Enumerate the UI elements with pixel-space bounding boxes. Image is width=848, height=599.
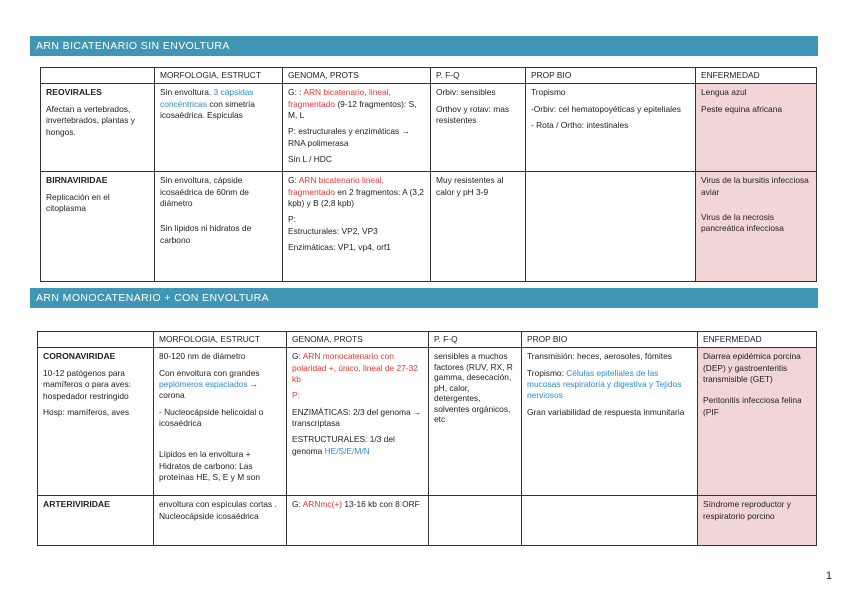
section-banner-bicatenario: ARN BICATENARIO SIN ENVOLTURA bbox=[30, 36, 818, 56]
table-row-arteriviridae: ARTERIVIRIDAE envoltura con espículas cortas . Nucleocápside icosaédrica G: ARNmc(+) 13-16 kb con 8 ORF Síndrome reproductor y respiratorio porcino bbox=[38, 496, 817, 546]
col-header-morfologia: MORFOLOGIA, ESTRUCT bbox=[155, 68, 283, 84]
family-name: CORONAVIRIDAE bbox=[43, 351, 116, 362]
section-banner-monocatenario: ARN MONOCATENARIO + CON ENVOLTURA bbox=[30, 288, 818, 308]
family-name: REOVIRALES bbox=[46, 87, 102, 98]
col-header-prop-bio: PROP BIO bbox=[526, 68, 696, 84]
col-header-enfermedad: ENFERMEDAD bbox=[698, 332, 817, 348]
col-header-enfermedad: ENFERMEDAD bbox=[696, 68, 817, 84]
table-bicatenario bbox=[40, 67, 817, 282]
table-row-coronaviridae: CORONAVIRIDAE 10-12 patógenos para mamíferos o para aves: hospedador restringido Hosp: mamíferos, aves 80-120 nm de diámetro Con envoltura con grandes peplómeros espaciados → corona - Nucleocápside helicoidal o icosaédrica Lípidos en la envoltura + Hidratos de carbono: Las proteínas HE, S, E y M son G: ARN monocatenario con polaridad +, único, lineal de 27-32 kb P: ENZIMÁTICAS: 2/3 del genoma → transcriptasa ESTRUCTURALES: 1/3 del genoma HE/S/E/M/N sensibles a muchos factores (RUV, RX, R gamma, desecación, pH, calor, detergentes, solventes orgánicos, etc Transmisión: heces, aerosoles, fómites Tropismo: Células epiteliales de las mucosas respiratoria y digestiva y Tejidos nerviosos Gran variabilidad de respuesta inmunitaria Diarrea epidémica porcina (DEP) y gastroenteritis transmisible (GET) Peritonitis infecciosa felina (PIF bbox=[38, 348, 817, 496]
col-header-genoma: GENOMA, PROTS bbox=[283, 68, 431, 84]
family-name: BIRNAVIRIDAE bbox=[46, 175, 108, 186]
col-header-genoma: GENOMA, PROTS bbox=[287, 332, 429, 348]
family-name: ARTERIVIRIDAE bbox=[43, 499, 110, 510]
family-desc: Replicación en el citoplasma bbox=[46, 191, 110, 214]
table-row-reovirales: REOVIRALES Afectan a vertebrados, invertebrados, plantas y hongos. Sin envoltura. 3 cápsidas concéntricas con simetría icosaédrica. Espiculas G: : ARN bicatenario, lineal, fragmentado (9-12 fragmentos): S, M, L P: estructurales y enzimáticas → RNA polimerasa Sin L / HDC Orbiv: sensibles Orthov y rotav: mas resistentes Tropismo -Orbiv: cel hematopoyéticas y epiteliales - Rota / Ortho: intestinales Lengua azul Peste equina africana bbox=[41, 84, 817, 172]
table-header-row bbox=[38, 332, 817, 348]
col-header-prop-bio: PROP BIO bbox=[522, 332, 698, 348]
table-row-birnaviridae: BIRNAVIRIDAE Replicación en el citoplasma Sin envoltura, cápside icosaédrica de 60nm de diámetro Sin lípidos ni hidratos de carbono G: ARN bicatenario lineal, fragmentado en 2 fragmentos: A (3,2 kpb) y B (2,8 kpb) P: Estructurales: VP2, VP3 Enzimáticas: VP1, vp4, orf1 Muy resistentes al calor y pH 3-9 Virus de la bursitis infecciosa aviar Virus de la necrosis pancreática infecciosa bbox=[41, 172, 817, 282]
table-header-row bbox=[41, 68, 817, 84]
col-header-pfq: P. F-Q bbox=[431, 68, 526, 84]
family-desc: Afectan a vertebrados, invertebrados, plantas y hongos. bbox=[46, 103, 135, 137]
col-header-pfq: P. F-Q bbox=[429, 332, 522, 348]
page-number: 1 bbox=[825, 570, 832, 582]
col-header-morfologia: MORFOLOGIA, ESTRUCT bbox=[154, 332, 287, 348]
table-monocatenario bbox=[37, 331, 817, 546]
family-desc: 10-12 patógenos para mamíferos o para aves: hospedador restringido bbox=[43, 367, 131, 401]
